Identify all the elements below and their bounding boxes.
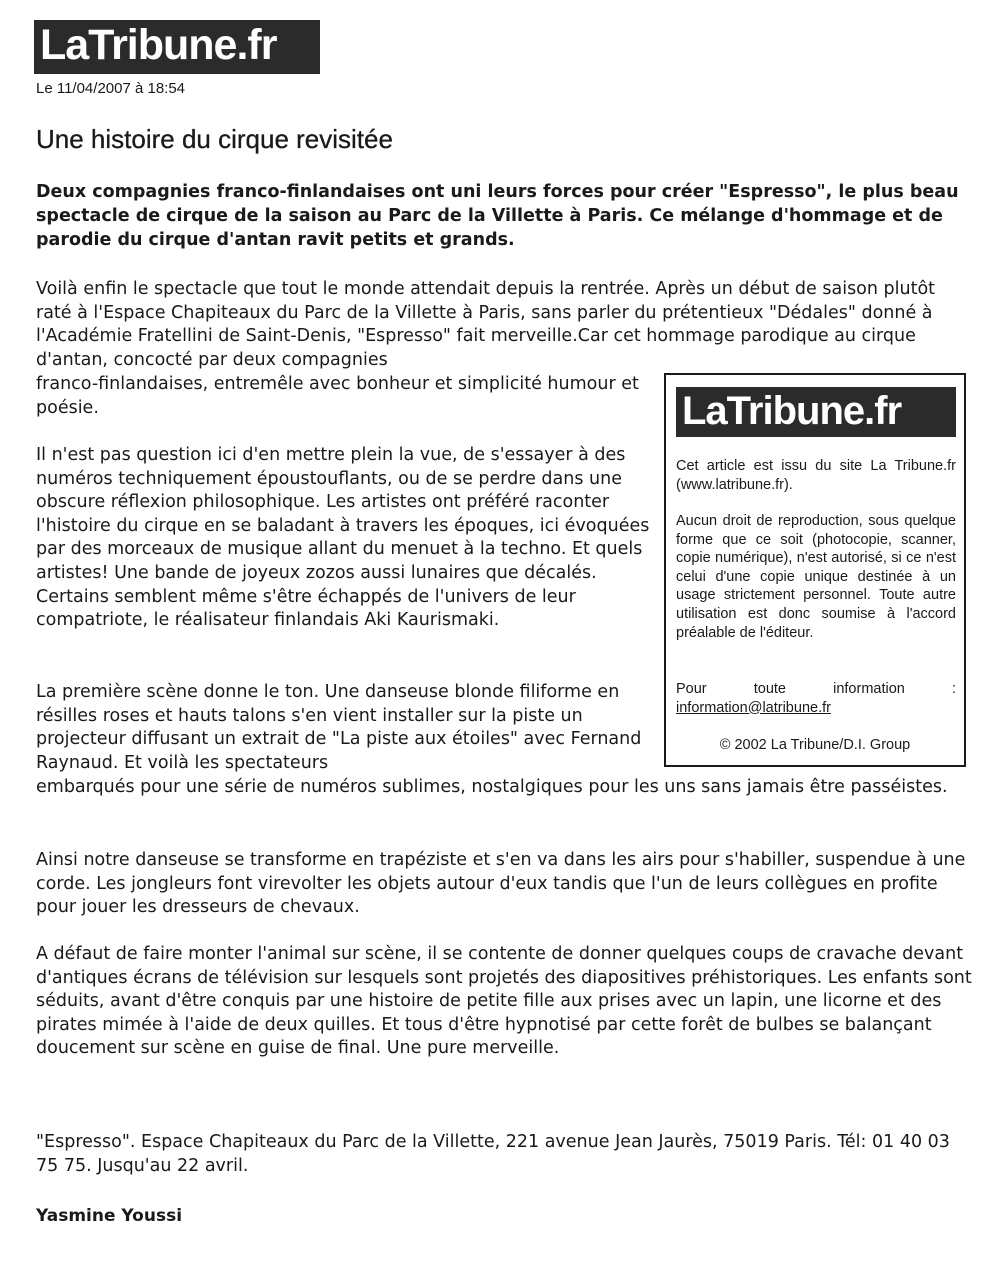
article-paragraph-3-part-2: embarqués pour une série de numéros sublimes, nostalgiques pour les uns sans jamais être passéistes. <box>36 777 948 797</box>
sidebar-contact <box>676 680 956 717</box>
site-logo: LaTribune.fr <box>34 20 320 74</box>
practical-info: "Espresso". Espace Chapiteaux du Parc de la Villette, 221 avenue Jean Jaurès, 75019 Paris. Tél: 01 40 03 75 75. Jusqu'au 22 avril. <box>36 1132 950 1176</box>
sidebar-rights-notice: Aucun droit de reproduction, sous quelque forme que ce soit (photocopie, scanner, copie numérique), n'est autorisé, si ce n'est celui d'une copie unique destinée à un usage strictement personnel. Toute autre utilisation est donc soumise à l'accord préalable de l'éditeur. <box>676 513 956 641</box>
article-paragraph-4: Ainsi notre danseuse se transforme en trapéziste et s'en va dans les airs pour s'habiller, suspendue à une corde. Les jongleurs font virevolter les objets autour d'eux tandis que l'un de leurs collègues en profite pour jouer les dresseurs de chevaux. <box>36 850 966 918</box>
article-paragraph-5: A défaut de faire monter l'animal sur scène, il se contente de donner quelques coups de cravache devant d'antiques écrans de télévision sur lesquels sont projetés des diapositives préhistoriques. Les enfants sont séduits, avant d'être conquis par une histoire de petite fille aux prises avec un lapin, une licorne et des pirates mimée à l'aide de deux quilles. Et tous d'être hypnotisé par cette forêt de bulbes se balançant doucement sur scène en guise de final. Une pure merveille. <box>36 944 972 1059</box>
sidebar-logo: LaTribune.fr <box>676 387 956 437</box>
article-paragraph-1-part-1: Voilà enfin le spectacle que tout le monde attendait depuis la rentrée. Après un début de saison plutôt raté à l'Espace Chapiteaux du Parc de la Villette à Paris, sans parler du prétentieux "Dédales" donné à l'Académie Fratellini de Saint-Denis, "Espresso" fait merveille.Car cet hommage parodique au cirque d'antan, concocté par deux compagnies <box>36 279 936 370</box>
article-author: Yasmine Youssi <box>36 1206 183 1226</box>
sidebar-source-notice: Cet article est issu du site La Tribune.fr (www.latribune.fr). <box>676 458 956 493</box>
article-lead: Deux compagnies franco-finlandaises ont uni leurs forces pour créer "Espresso", le plus beau spectacle de cirque de la saison au Parc de la Villette à Paris. Ce mélange d'hommage et de parodie du cirque d'antan ravit petits et grands. <box>36 182 959 250</box>
article-paragraph-2: Il n'est pas question ici d'en mettre plein la vue, de s'essayer à des numéros techniquement époustouflants, ou de se perdre dans une obscure réflexion philosophique. Les artistes ont préféré raconter l'histoire du cirque en se baladant à travers les époques, ici évoquées par des morceaux de musique allant du menuet à la techno. Et quels artistes! Une bande de joyeux zozos aussi lunaires que décalés. Certains semblent même s'être échappés de l'univers de leur compatriote, le réalisateur finlandais Aki Kaurismaki. <box>36 445 650 631</box>
article-paragraph-1-part-2: franco-finlandaises, entremêle avec bonheur et simplicité humour et poésie. <box>36 374 639 418</box>
sidebar-copyright: © 2002 La Tribune/D.I. Group <box>719 737 911 753</box>
sidebar-contact-email[interactable]: information@latribune.fr <box>676 699 831 716</box>
sidebar-contact-label: Pour toute information : <box>676 681 956 697</box>
article-paragraph-3-part-1: La première scène donne le ton. Une danseuse blonde filiforme en résilles roses et hauts talons s'en vient installer sur la piste un projecteur diffusant un extrait de "La piste aux étoiles" avec Fernand Raynaud. Et voilà les spectateurs <box>36 682 642 773</box>
article-dateline: Le 11/04/2007 à 18:54 <box>36 80 186 97</box>
copyright-sidebar <box>664 373 966 767</box>
article-title: Une histoire du cirque revisitée <box>36 124 393 154</box>
